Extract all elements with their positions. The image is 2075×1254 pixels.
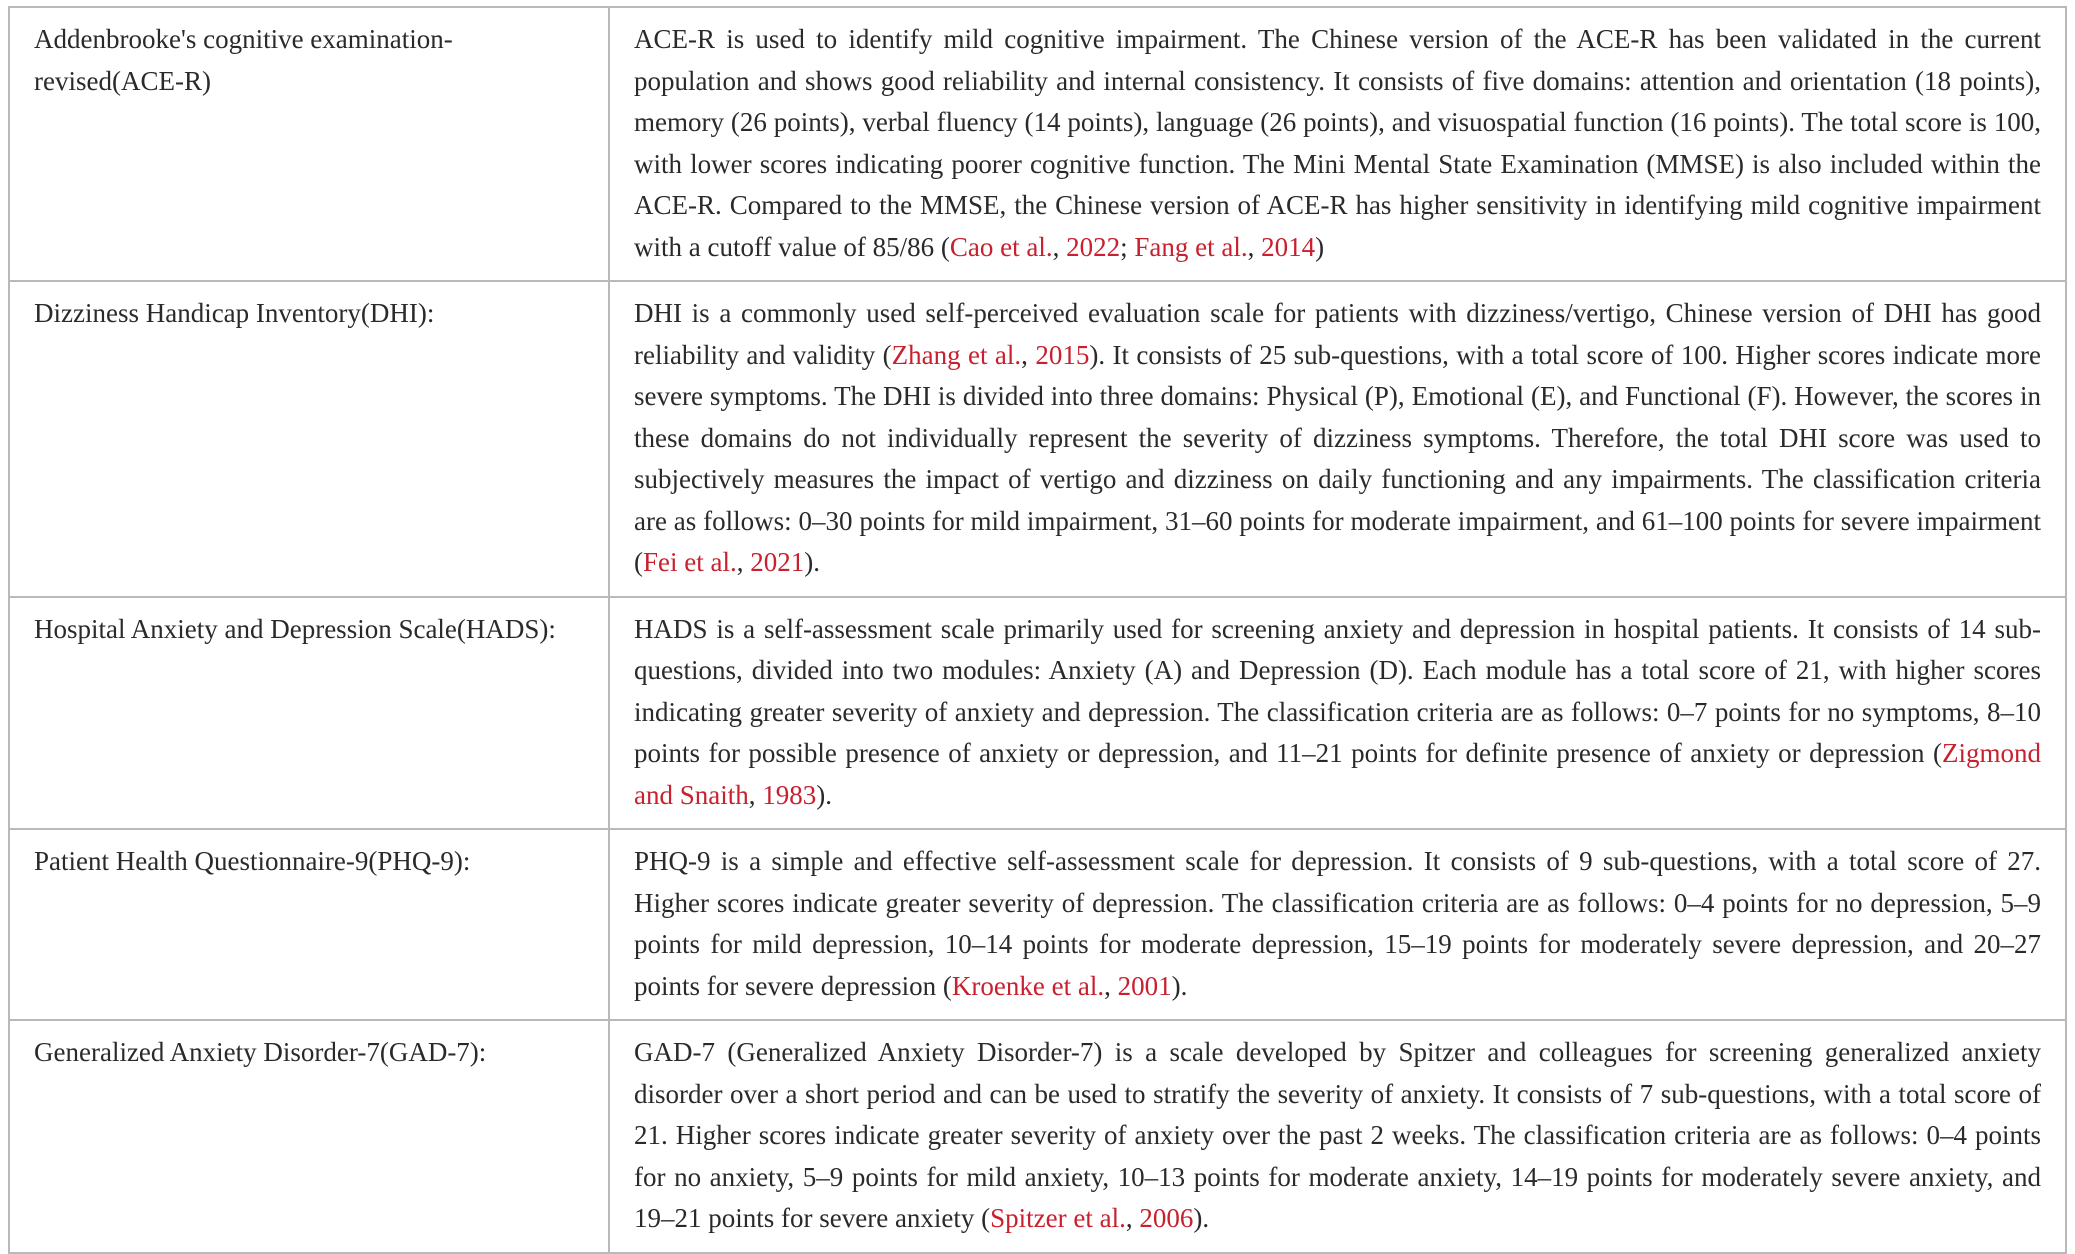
- scale-name: Patient Health Questionnaire-9(PHQ-9):: [34, 846, 471, 876]
- citation-link[interactable]: 2022: [1066, 231, 1121, 262]
- scale-name: Generalized Anxiety Disorder-7(GAD-7):: [34, 1037, 487, 1067]
- description-text: ). It consists of 25 sub-questions, with a total score of 100. Higher scores indicate more severe symptoms. The DHI is divided into three domains: Physical (P), Emotional (E), and Functional (F). However, the scores in these domains do not individually represent the severity of dizziness symptoms. Therefore, the total DHI score was used to subjectively measures the impact of vertigo and dizziness on daily functioning and any impairments. The classification criteria are as follows: 0–30 points for mild impairment, 31–60 points for moderate impairment, and 61–100 points for severe impairment (: [634, 339, 2042, 577]
- citation-link[interactable]: 1983: [762, 779, 817, 810]
- description-text: ACE-R is used to identify mild cognitive impairment. The Chinese version of the ACE-R has been validated in the current population and shows good reliability and internal consistency. It consists of five domains: attention and orientation (18 points), memory (26 points), verbal fluency (14 points), language (26 points), and visuospatial function (16 points). The total score is 100, with lower scores indicating poorer cognitive function. The Mini Mental State Examination (MMSE) is also included within the ACE-R. Compared to the MMSE, the Chinese version of ACE-R has higher sensitivity in identifying mild cognitive impairment with a cutoff value of 85/86 (: [634, 24, 2041, 262]
- description-text: ).: [1171, 970, 1188, 1001]
- citation-link[interactable]: Kroenke et al.: [951, 970, 1105, 1001]
- table-row: [9, 281, 2066, 597]
- assessment-scales-table: [8, 6, 2067, 1254]
- description-text: ): [1315, 231, 1325, 262]
- scales-table-container: [8, 6, 2067, 1254]
- scale-description-cell: [609, 829, 2066, 1020]
- description-text: ,: [1247, 231, 1262, 262]
- citation-link[interactable]: 2014: [1261, 231, 1316, 262]
- scale-name-cell: [9, 829, 609, 1020]
- description-text: ).: [816, 779, 832, 810]
- description-text: DHI is a commonly used self-perceived evaluation scale for patients with dizziness/vertigo, Chinese version of DHI has good reliability and validity (: [634, 298, 2041, 370]
- citation-link[interactable]: 2021: [750, 547, 805, 577]
- table-row: [9, 597, 2066, 830]
- description-text: ).: [1193, 1203, 1210, 1233]
- scale-description-cell: [609, 281, 2066, 597]
- description-text: ,: [1125, 1203, 1140, 1233]
- scale-description-cell: [609, 7, 2066, 281]
- description-text: GAD-7 (Generalized Anxiety Disorder-7) is a scale developed by Spitzer and colleagues for screening generalized anxiety disorder over a short period and can be used to stratify the severity of anxiety. It consists of 7 sub-questions, with a total score of 21. Higher scores indicate greater severity of anxiety over the past 2 weeks. The classification criteria are as follows: 0–4 points for no anxiety, 5–9 points for mild anxiety, 10–13 points for moderate anxiety, 14–19 points for moderately severe anxiety, and 19–21 points for severe anxiety (: [634, 1037, 2041, 1233]
- scale-name-cell: [9, 1020, 609, 1253]
- description-text: HADS is a self-assessment scale primarily used for screening anxiety and depression in hospital patients. It consists of 14 sub-questions, divided into two modules: Anxiety (A) and Depression (D). Each module has a total score of 21, with higher scores indicating greater severity of anxiety and depression. The classification criteria are as follows: 0–7 points for no symptoms, 8–10 points for possible presence of anxiety or depression, and 11–21 points for definite presence of anxiety or depression (: [634, 613, 2041, 768]
- description-text: ,: [1052, 231, 1067, 262]
- description-text: ,: [748, 779, 763, 810]
- scale-name: Addenbrooke's cognitive examination-revised(ACE-R): [34, 24, 453, 96]
- scale-description-cell: [609, 597, 2066, 830]
- citation-link[interactable]: 2015: [1035, 339, 1090, 370]
- description-text: ,: [1021, 339, 1036, 370]
- description-text: ,: [736, 547, 751, 577]
- scale-description-cell: [609, 1020, 2066, 1253]
- table-body: [9, 7, 2066, 1253]
- citation-link[interactable]: 2006: [1139, 1203, 1194, 1233]
- citation-link[interactable]: 2001: [1117, 970, 1172, 1001]
- description-text: ,: [1104, 970, 1118, 1001]
- table-row: [9, 7, 2066, 281]
- citation-link[interactable]: Zhang et al.: [891, 339, 1022, 370]
- scale-name-cell: [9, 281, 609, 597]
- table-row: [9, 1020, 2066, 1253]
- description-text: ).: [804, 547, 820, 577]
- citation-link[interactable]: Fang et al.: [1134, 231, 1248, 262]
- citation-link[interactable]: Zigmond and Snaith: [634, 738, 2041, 810]
- scale-name-cell: [9, 597, 609, 830]
- description-text: ;: [1120, 231, 1135, 262]
- scale-name: Hospital Anxiety and Depression Scale(HADS):: [34, 613, 556, 644]
- table-row: [9, 829, 2066, 1020]
- scale-name: Dizziness Handicap Inventory(DHI):: [34, 298, 435, 328]
- citation-link[interactable]: Cao et al.: [949, 231, 1053, 262]
- scale-name-cell: [9, 7, 609, 281]
- citation-link[interactable]: Spitzer et al.: [990, 1203, 1126, 1233]
- description-text: PHQ-9 is a simple and effective self-assessment scale for depression. It consists of 9 sub-questions, with a total score of 27. Higher scores indicate greater severity of depression. The classification criteria are as follows: 0–4 points for no depression, 5–9 points for mild depression, 10–14 points for moderate depression, 15–19 points for moderately severe depression, and 20–27 points for severe depression (: [634, 846, 2041, 1001]
- citation-link[interactable]: Fei et al.: [643, 547, 737, 577]
